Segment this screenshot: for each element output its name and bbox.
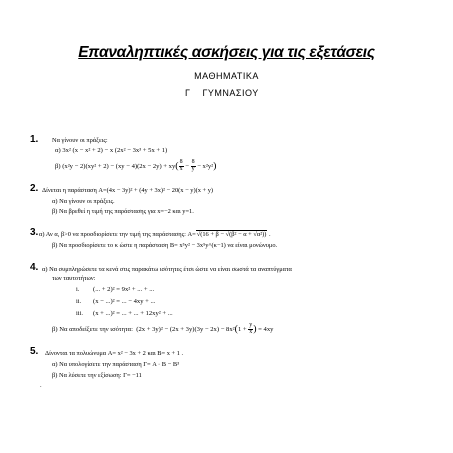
exercise-5b: β) Να λύσετε την εξίσωση: Γ= −11	[52, 372, 142, 379]
exercise-4a-text-2: των ταυτοτήτων:	[52, 275, 96, 282]
exercise-4b-text: β) Να αποδείξετε την ισότητα:	[52, 325, 133, 333]
exercise-4b	[52, 323, 273, 336]
exercise-3-number: 3.	[30, 227, 39, 238]
exercise-4a-text: α) Να συμπληρώσετε τα κενά στις παρακάτω ισότητες έτσι ώστε να είναι σωστά τα αναπτύγματα	[42, 266, 292, 273]
exercise-1a-label: α)	[55, 147, 63, 154]
page-title: Επαναληπτικές ασκήσεις για τις εξετάσεις	[78, 44, 375, 61]
exercise-1b-paren-close: )	[213, 160, 217, 172]
exercise-1b-fraction-2: $\frac{8}{y}$	[191, 159, 195, 172]
exercise-2-statement: Δίνεται η παράσταση A=(4x − 3y)² + (4y + 3x)² − 20(x − y)(x + y)	[42, 187, 214, 194]
exercise-3a	[39, 232, 271, 238]
exercise-4b-fraction: $\frac{y}{x}$	[249, 322, 253, 335]
exercise-1-intro: Να γίνουν οι πράξεις:	[52, 137, 108, 144]
exercise-2b: β) Να βρεθεί η τιμή της παράστασης για x=−2 και y=1.	[52, 208, 194, 215]
exercise-3b: β) Να προσδιορίσετε το κ ώστε η παράσταση B= x⁵y² − 3x⁵y^(κ−1) να είναι μονώνυμο.	[52, 242, 278, 249]
exercise-4b-paren-open: (	[234, 323, 238, 335]
exercise-3a-radical: √(16 + β − √(β² − α + √α²))	[196, 231, 267, 238]
exercise-4-item-1-roman: i.	[76, 286, 80, 293]
exercise-1b-label: β)	[55, 162, 63, 170]
exercise-4-item-1-expression: (... + 2)² = 9x² + ... + ...	[93, 286, 155, 293]
exercise-4b-paren-pre: 1 +	[237, 325, 249, 333]
exercise-1a	[55, 148, 167, 155]
exercise-1b: β) (x²y − 2)(xy² + 2) − (xy − 4)(2x − 2y) + xy( $\frac{8}{x}$ − $\frac{8}{y}$ − x²y²)	[55, 159, 217, 172]
exercise-1b-fraction-1: $\frac{8}{x}$	[179, 159, 183, 172]
exercise-4-item-2-expression: (x − ...)² = ... − 4xy + ...	[93, 298, 156, 305]
exercise-5-dot: .	[40, 382, 42, 389]
exercise-1b-paren-open: (	[175, 160, 179, 172]
exercise-1b-tail: − x²y²	[197, 162, 214, 170]
exercise-2-number: 2.	[30, 183, 39, 194]
exercise-1a-expression: 3x² (x − x² + 2) − x (2x² − 3x³ + 5x + 1)	[62, 147, 168, 154]
grade-heading: Γ ΓΥΜΝΑΣΙΟΥ	[185, 88, 259, 98]
exercise-4-item-2-roman: ii.	[76, 298, 82, 305]
exercise-1-number: 1.	[30, 134, 39, 145]
exercise-1b-expression: (x²y − 2)(xy² + 2) − (xy − 4)(2x − 2y) + xy	[62, 162, 176, 170]
exercise-5-statement: Δίνονται τα πολυώνυμα A= x² − 3x + 2 και B= x + 1 .	[45, 350, 184, 357]
exercise-3a-text: α) Αν α, β>0 να προσδιορίσετε την τιμή της παράστασης: A=	[39, 231, 196, 238]
exercise-5-number: 5.	[30, 346, 39, 357]
exercise-4b-paren-close: )	[253, 323, 257, 335]
exercise-4-item-3-expression: (x + ...)² = ... + ... + 12xy² + ...	[93, 310, 173, 317]
exercise-4-number: 4.	[30, 262, 39, 273]
exercise-4b-equals: = 4xy	[256, 325, 274, 333]
exercise-2a: α) Να γίνουν οι πράξεις.	[52, 198, 115, 205]
exercise-3a-end: .	[267, 231, 271, 238]
exercise-4-item-3-roman: iii.	[76, 310, 83, 317]
exercise-5a: α) Να υπολογίσετε την παράσταση Γ= A · B − B³	[52, 361, 180, 368]
subject-heading: ΜΑΘΗΜΑΤΙΚΑ	[194, 71, 259, 81]
exercise-4b-expression: (2x + 3y)² − (2x + 3y)(3y − 2x) − 8x²	[136, 325, 235, 333]
